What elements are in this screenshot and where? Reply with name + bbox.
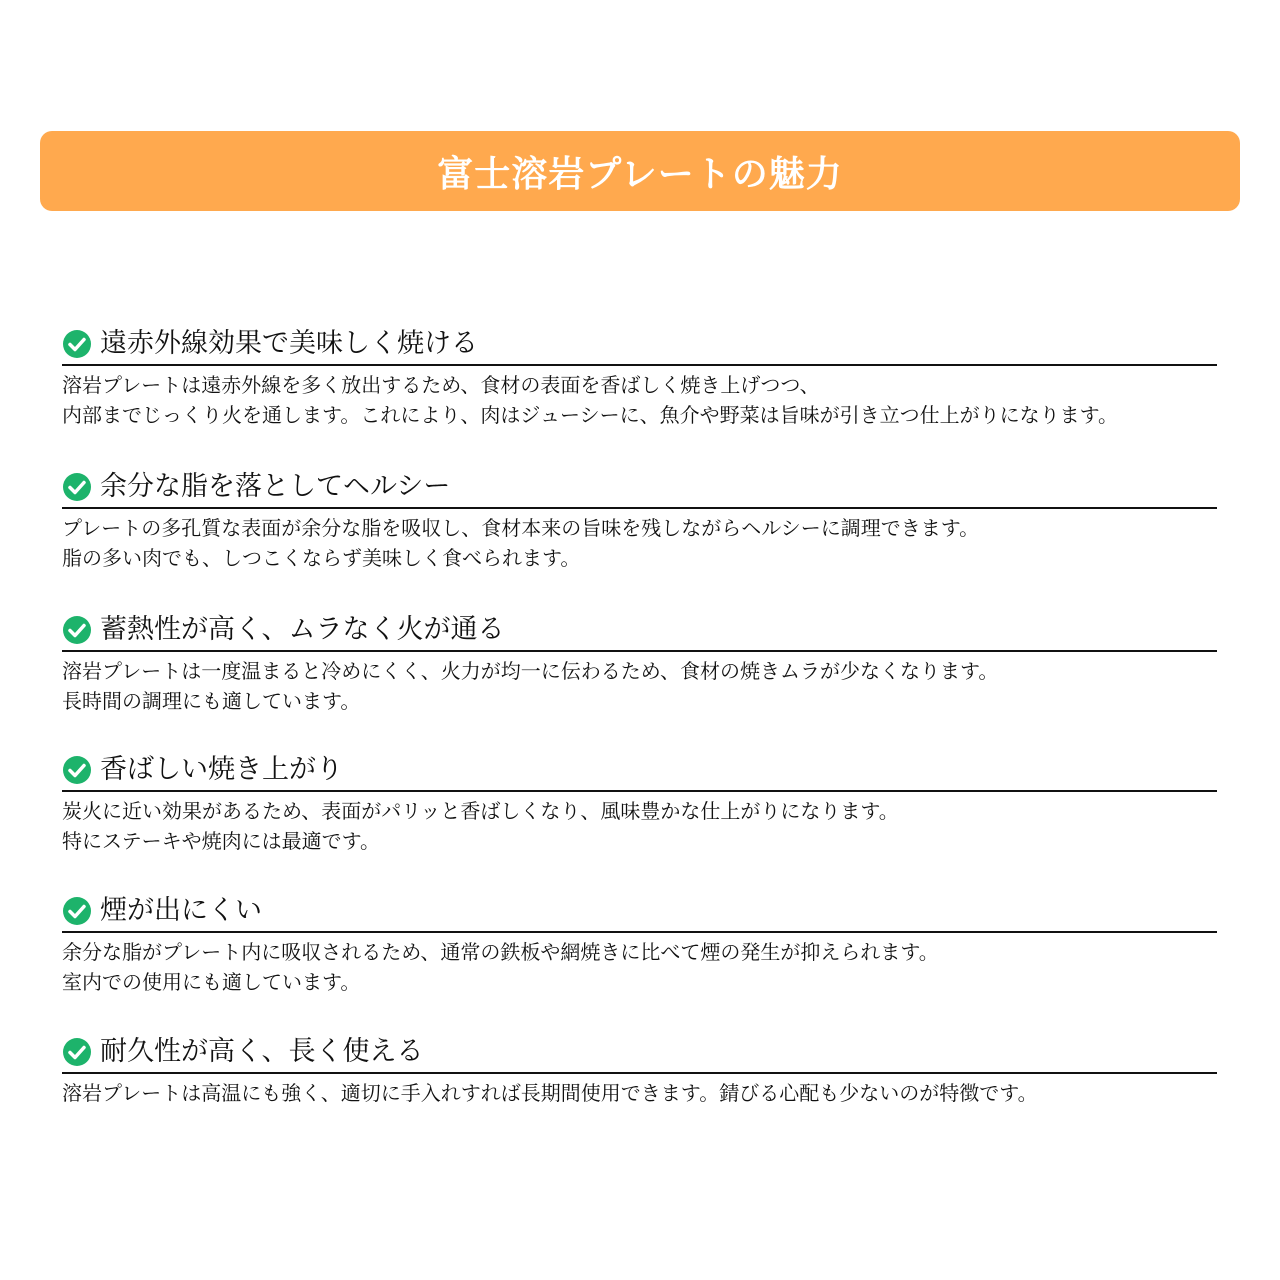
feature-heading xyxy=(62,752,1217,792)
feature-description xyxy=(62,513,1217,573)
feature-section xyxy=(62,752,1217,856)
feature-title: 蓄熱性が高く、ムラなく火が通る xyxy=(100,614,505,645)
feature-title: 余分な脂を落としてヘルシー xyxy=(100,471,451,502)
feature-description xyxy=(62,796,1217,856)
description-line: 余分な脂がプレート内に吸収されるため、通常の鉄板や網焼きに比べて煙の発生が抑えられます。 xyxy=(62,940,939,964)
feature-heading xyxy=(62,893,1217,933)
feature-description xyxy=(62,656,1217,716)
description-line: 内部までじっくり火を通します。これにより、肉はジューシーに、魚介や野菜は旨味が引き立つ仕上がりになります。 xyxy=(62,403,1118,427)
description-line: 室内での使用にも適しています。 xyxy=(62,970,361,994)
check-circle-icon xyxy=(62,329,92,359)
feature-title: 香ばしい焼き上がり xyxy=(100,754,343,785)
description-line: 炭火に近い効果があるため、表面がパリッと香ばしくなり、風味豊かな仕上がりになります。 xyxy=(62,799,899,823)
feature-section xyxy=(62,1034,1217,1108)
check-circle-icon xyxy=(62,755,92,785)
description-line: 脂の多い肉でも、しつこくならず美味しく食べられます。 xyxy=(62,546,581,570)
check-circle-icon xyxy=(62,615,92,645)
check-circle-icon xyxy=(62,472,92,502)
description-line: 溶岩プレートは高温にも強く、適切に手入れすれば長期間使用できます。錆びる心配も少ないのが特徴です。 xyxy=(62,1081,1038,1105)
feature-section xyxy=(62,326,1217,430)
feature-title: 遠赤外線効果で美味しく焼ける xyxy=(100,328,478,359)
page-title: 富士溶岩プレートの魅力 xyxy=(437,152,843,195)
feature-section xyxy=(62,612,1217,716)
feature-section xyxy=(62,469,1217,573)
feature-description xyxy=(62,937,1217,997)
feature-heading xyxy=(62,1034,1217,1074)
description-line: 溶岩プレートは一度温まると冷めにくく、火力が均一に伝わるため、食材の焼きムラが少なくなります。 xyxy=(62,659,999,683)
feature-heading xyxy=(62,469,1217,509)
feature-heading xyxy=(62,612,1217,652)
feature-heading xyxy=(62,326,1217,366)
description-line: 長時間の調理にも適しています。 xyxy=(62,689,361,713)
description-line: 溶岩プレートは遠赤外線を多く放出するため、食材の表面を香ばしく焼き上げつつ、 xyxy=(62,373,820,397)
header-banner xyxy=(40,131,1240,211)
feature-title: 煙が出にくい xyxy=(100,895,262,926)
feature-title: 耐久性が高く、長く使える xyxy=(100,1036,424,1067)
check-circle-icon xyxy=(62,896,92,926)
feature-description xyxy=(62,370,1217,430)
feature-section xyxy=(62,893,1217,997)
description-line: プレートの多孔質な表面が余分な脂を吸収し、食材本来の旨味を残しながらヘルシーに調理できます。 xyxy=(62,516,980,540)
description-line: 特にステーキや焼肉には最適です。 xyxy=(62,829,380,853)
check-circle-icon xyxy=(62,1037,92,1067)
feature-description xyxy=(62,1078,1217,1108)
